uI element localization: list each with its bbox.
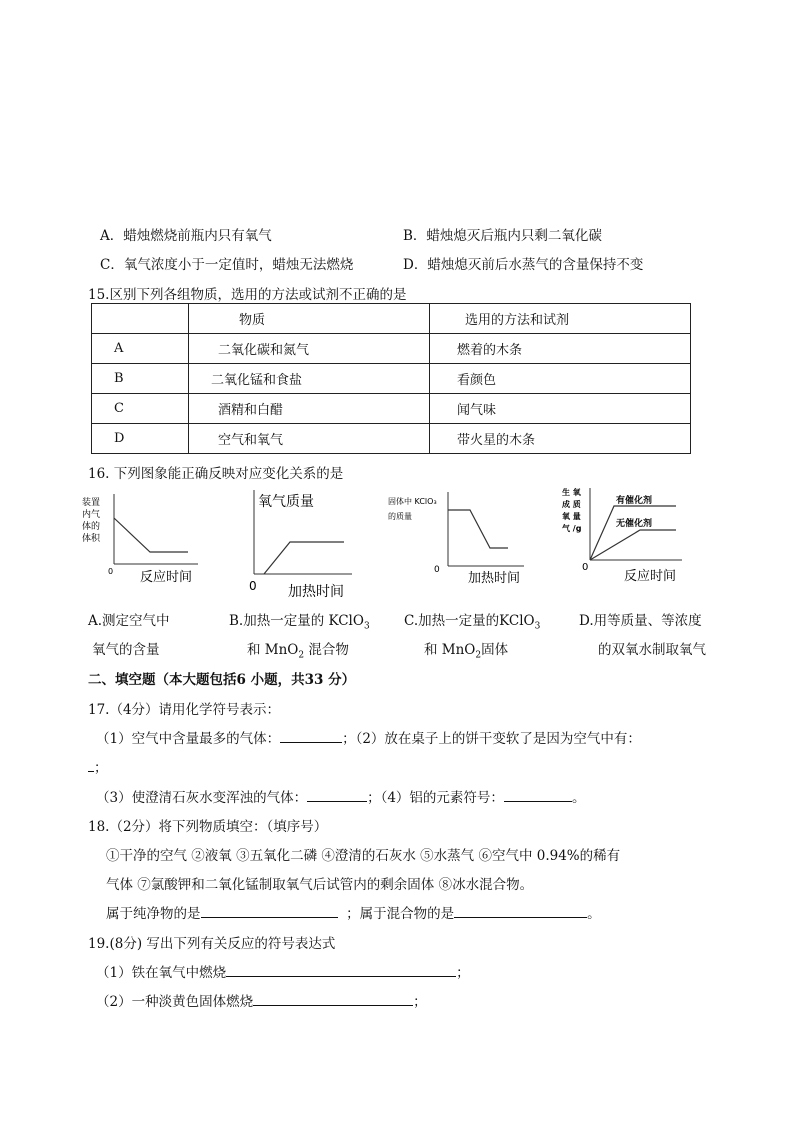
graph-d-ylabel: 成 质	[562, 500, 581, 509]
q18-options-line1: ①干净的空气 ②液氧 ③五氧化二磷 ④澄清的石灰水 ⑤水蒸气 ⑥空气中 0.94%的稀有	[106, 848, 621, 864]
graph-a-ylabel: 体的	[82, 522, 101, 532]
graph-b-origin: 0	[249, 579, 257, 593]
q14-option-d: D．蜡烛熄灭前后水蒸气的含量保持不变	[403, 257, 644, 273]
q18-options-line2: 气体 ⑦氯酸钾和二氧化锰制取氧气后试管内的剩余固体 ⑧冰水混合物。	[106, 877, 534, 893]
table-cell: 燃着的木条	[430, 334, 691, 364]
graph-c-ylabel: 固体中 KClO₃	[388, 497, 437, 506]
graph-c-xlabel: 加热时间	[468, 571, 521, 586]
table-header-cell: 选用的方法和试剂	[430, 304, 691, 334]
answer-blank[interactable]	[504, 787, 572, 802]
table-cell: B	[92, 364, 189, 394]
table-header-row	[92, 304, 691, 334]
table-cell: D	[92, 424, 189, 454]
q19-stem: 19.(8分) 写出下列有关反应的符号表达式	[88, 936, 336, 952]
q15-table	[91, 303, 691, 454]
table-row	[92, 424, 691, 454]
table-cell: 看颜色	[430, 364, 691, 394]
table-cell: 带火星的木条	[430, 424, 691, 454]
table-row	[92, 394, 691, 424]
table-row	[92, 364, 691, 394]
section-heading: 二、填空题（本大题包括6 小题，共33 分）	[88, 672, 356, 688]
table-row	[92, 334, 691, 364]
graph-a-ylabel: 体积	[82, 534, 101, 544]
q15-stem: 15.区别下列各组物质，选用的方法或试剂不正确的是	[88, 287, 407, 303]
answer-blank[interactable]	[307, 787, 367, 802]
q14-option-b: B．蜡烛熄灭后瓶内只剩二氧化碳	[403, 228, 602, 244]
q19-part2: （2）一种淡黄色固体燃烧 ；	[96, 990, 427, 1010]
graph-c	[384, 488, 534, 588]
graph-d-xlabel: 反应时间	[624, 569, 677, 584]
table-cell: C	[92, 394, 189, 424]
table-header-cell	[92, 304, 189, 334]
table-cell: 酒精和白醋	[189, 394, 430, 424]
graph-d-curve-no-catalyst	[590, 530, 676, 560]
graph-c-ylabel: 的质量	[388, 512, 412, 521]
answer-blank[interactable]	[280, 728, 342, 743]
graph-b-xlabel: 加热时间	[288, 584, 344, 600]
graph-a-xlabel: 反应时间	[140, 570, 193, 585]
table-cell: 空气和氧气	[189, 424, 430, 454]
caption-c-line1: C.加热一定量的KClO$_3$	[404, 613, 541, 632]
q17-line1-end: ；	[88, 756, 108, 776]
graph-c-curve	[448, 510, 508, 548]
q18-stem: 18.（2分）将下列物质填空：（填序号）	[88, 819, 328, 835]
table-header-cell: 物质	[189, 304, 430, 334]
graph-d-ylabel: 生 氧	[562, 488, 581, 497]
graph-a-ylabel: 装置	[82, 498, 101, 508]
q14-option-a: A．蜡烛燃烧前瓶内只有氧气	[100, 228, 272, 244]
q19-part1: （1）铁在氧气中燃烧 ；	[96, 961, 470, 981]
table-cell: A	[92, 334, 189, 364]
answer-blank[interactable]	[454, 903, 587, 918]
graph-b	[244, 484, 364, 602]
table-cell: 二氧化碳和氮气	[189, 334, 430, 364]
table-cell: 二氧化锰和食盐	[189, 364, 430, 394]
graph-b-ylabel: 氧气质量	[258, 494, 314, 510]
caption-a-line2: 氧气的含量	[92, 642, 160, 658]
caption-a-line1: A.测定空气中	[88, 613, 170, 629]
table-cell: 闻气味	[430, 394, 691, 424]
caption-b-line2: 和 MnO$_2$ 混合物	[247, 642, 349, 661]
answer-blank[interactable]	[253, 991, 413, 1006]
q14-option-c: C．氧气浓度小于一定值时，蜡烛无法燃烧	[100, 257, 354, 273]
graph-d-origin: 0	[582, 562, 589, 573]
caption-d-line2: 的双氧水制取氧气	[598, 642, 706, 658]
caption-c-line2: 和 MnO$_2$固体	[424, 642, 509, 661]
graph-d-line1-label: 有催化剂	[616, 496, 653, 506]
graph-a-curve	[114, 518, 188, 552]
graph-a-ylabel: 内气	[82, 510, 101, 520]
graph-d-ylabel: 氧 量	[562, 512, 581, 521]
graph-c-origin: 0	[434, 565, 440, 575]
q16-stem: 16. 下列图象能正确反映对应变化关系的是	[88, 466, 344, 482]
answer-blank[interactable]	[226, 962, 456, 977]
graph-a-origin: 0	[108, 567, 114, 576]
graph-b-curve	[264, 542, 344, 574]
q17-line1: （1）空气中含量最多的气体： ；（2）放在桌子上的饼干变软了是因为空气中有：	[96, 727, 641, 747]
caption-d-line1: D.用等质量、等浓度	[579, 613, 702, 629]
q17-line2: （3）使澄清石灰水变浑浊的气体： ；（4）铝的元素符号： 。	[96, 786, 585, 806]
graph-d	[560, 484, 700, 584]
graph-d-line2-label: 无催化剂	[616, 519, 653, 529]
answer-blank[interactable]	[201, 903, 338, 918]
caption-b-line1: B.加热一定量的 KClO$_3$	[229, 613, 370, 632]
q18-answer-line: 属于纯净物的是 ；属于混合物的是 。	[106, 902, 601, 922]
q17-stem: 17.（4分）请用化学符号表示：	[88, 702, 281, 718]
graph-a	[78, 488, 218, 588]
graph-d-ylabel: 气 /g	[562, 524, 582, 533]
